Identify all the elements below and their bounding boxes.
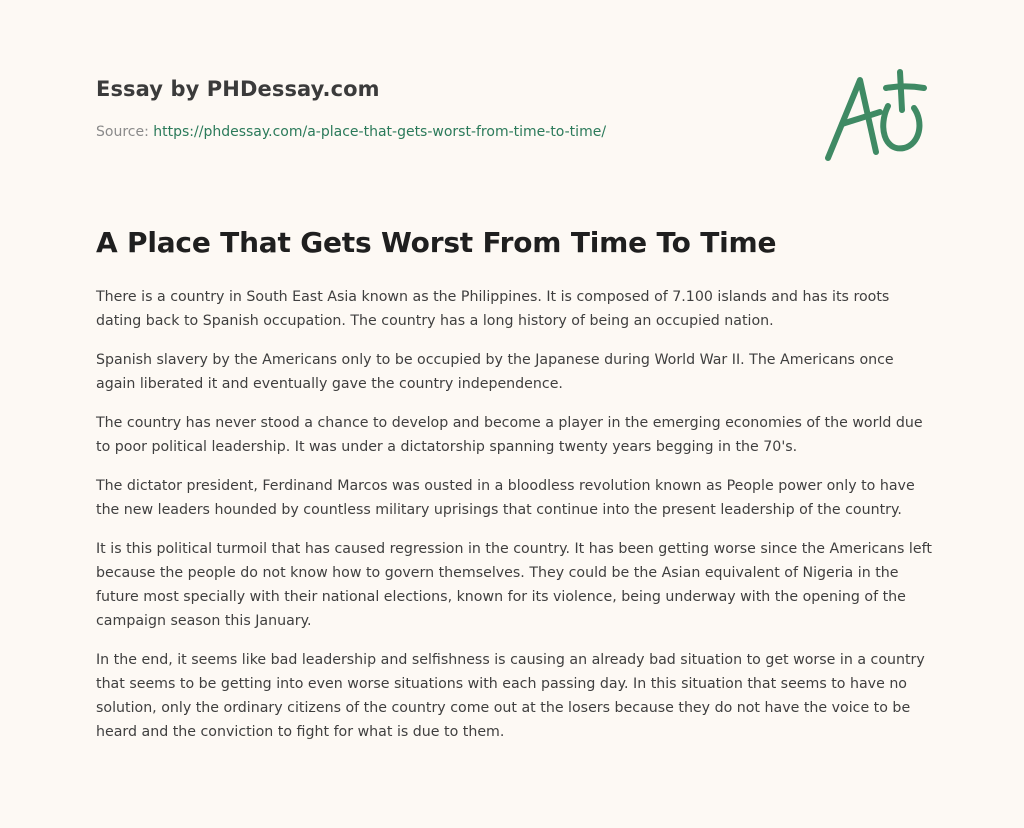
source-link[interactable]: https://phdessay.com/a-place-that-gets-worst-from-time-to-time/ bbox=[153, 124, 607, 140]
source-label: Source: bbox=[96, 124, 154, 140]
essay-body bbox=[96, 285, 936, 759]
essay-paragraph: The country has never stood a chance to develop and become a player in the emerging economies of the world due to poor political leadership. It was under a dictatorship spanning twenty years begging in the 70's. bbox=[96, 415, 923, 455]
essay-paragraph: It is this political turmoil that has caused regression in the country. It has been getting worse since the Americans left because the people do not know how to govern themselves. They could be the Asian equivalent of Nigeria in the future most specially with their national elections, known for its violence, being underway with the opening of the campaign season this January. bbox=[96, 541, 932, 629]
essay-paragraph: In the end, it seems like bad leadership and selfishness is causing an already bad situation to get worse in a country that seems to be getting into even worse situations with each passing day. In this situation that seems to have no solution, only the ordinary citizens of the country come out at the losers because they do not have the voice to be heard and the conviction to fight for what is due to them. bbox=[96, 652, 925, 740]
source-line bbox=[96, 124, 606, 140]
a-plus-grade-icon bbox=[818, 66, 930, 166]
site-brand: Essay by PHDessay.com bbox=[96, 77, 380, 101]
essay-paragraph: The dictator president, Ferdinand Marcos was ousted in a bloodless revolution known as People power only to have the new leaders hounded by countless military uprisings that continue into the present leadership of the country. bbox=[96, 478, 915, 518]
essay-title: A Place That Gets Worst From Time To Time bbox=[96, 226, 777, 259]
essay-paragraph: There is a country in South East Asia known as the Philippines. It is composed of 7.100 islands and has its roots dating back to Spanish occupation. The country has a long history of being an occupied nation. bbox=[96, 289, 890, 329]
essay-paragraph: Spanish slavery by the Americans only to be occupied by the Japanese during World War II. The Americans once again liberated it and eventually gave the country independence. bbox=[96, 352, 894, 392]
